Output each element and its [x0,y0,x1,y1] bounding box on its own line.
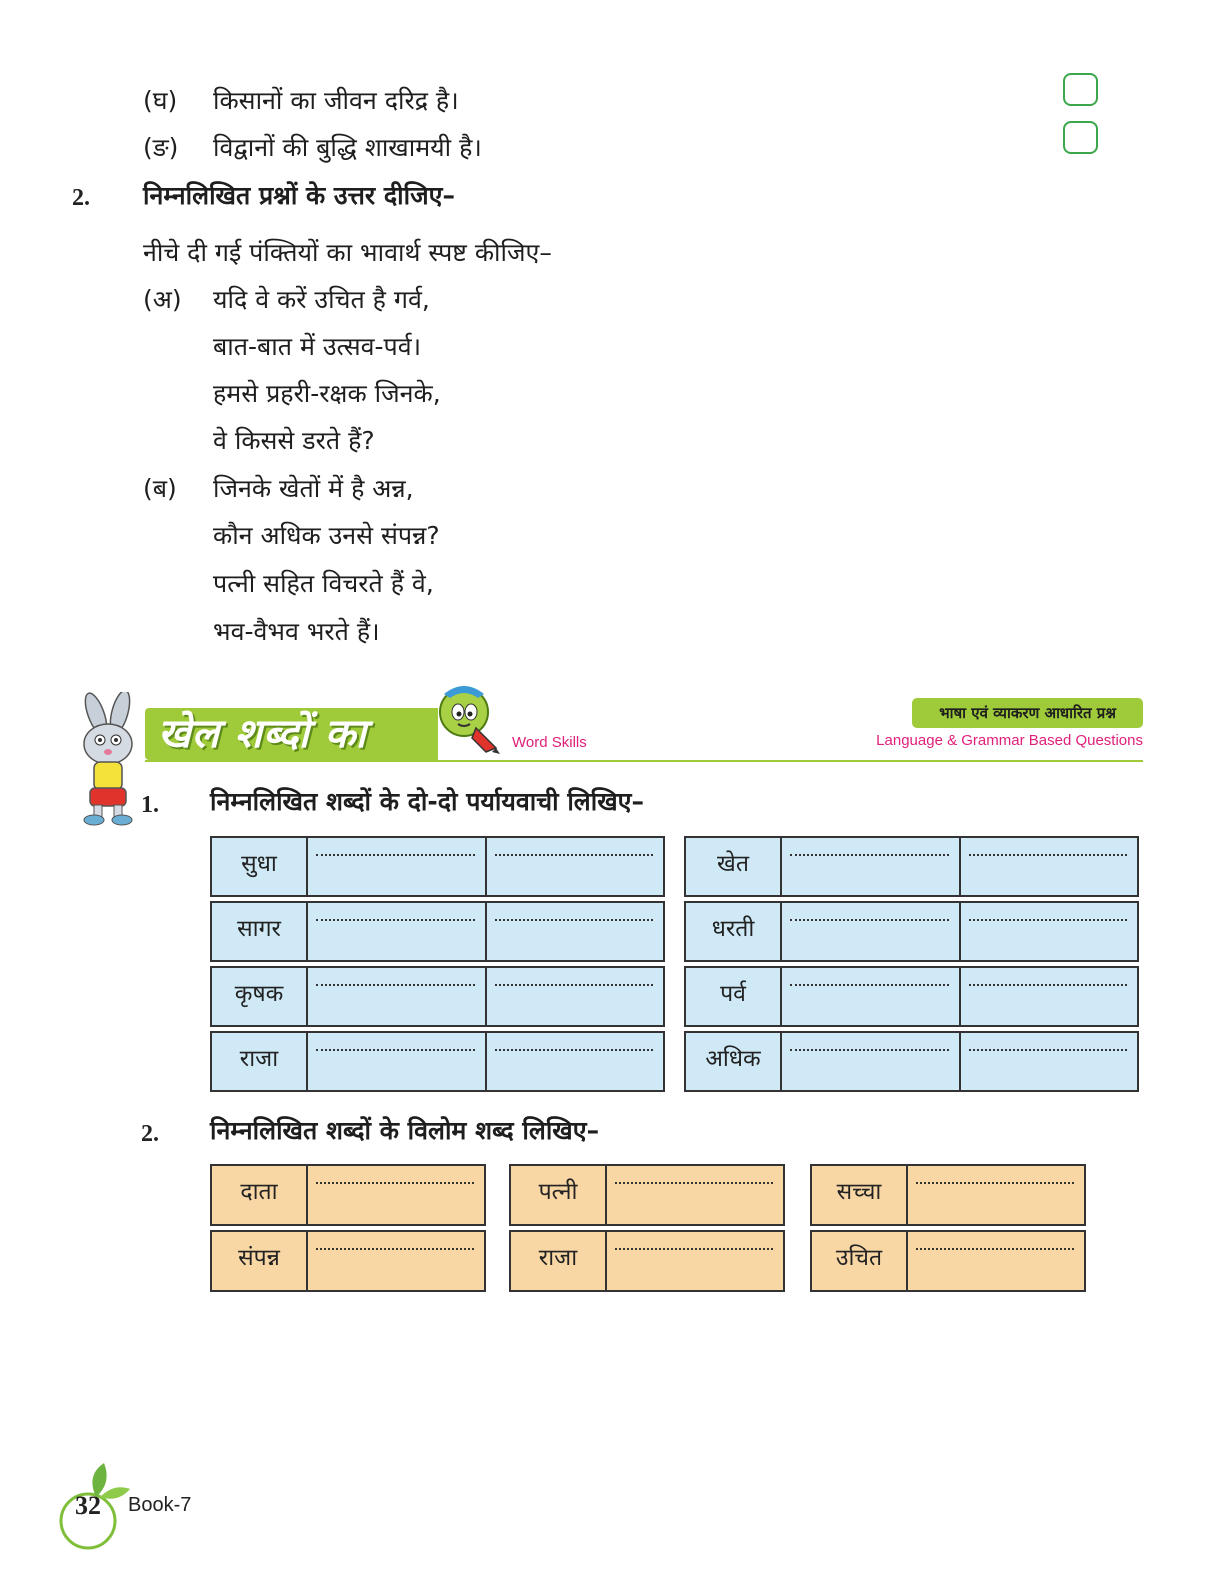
poem-line: हमसे प्रहरी-रक्षक जिनके, [213,379,441,408]
answer-checkbox[interactable] [1063,73,1098,106]
stanza-label: (अ) [143,285,182,314]
question-title: निम्नलिखित शब्दों के दो-दो पर्यायवाची लिखिए– [210,787,644,816]
statement-text: विद्वानों की बुद्धि शाखामयी है। [213,133,482,162]
question-title: निम्नलिखित शब्दों के विलोम शब्द लिखिए– [210,1116,600,1145]
rabbit-mascot-icon [68,692,148,827]
answer-blank[interactable] [607,1166,783,1224]
grammar-badge-english: Language & Grammar Based Questions [876,732,1143,749]
answer-blank[interactable] [961,968,1137,1025]
antonym-row [810,1230,1086,1292]
answer-blank[interactable] [487,1033,663,1090]
pencil-mascot-icon [434,682,506,756]
synonym-row [210,966,665,1027]
poem-line: पत्नी सहित विचरते हैं वे, [213,569,434,598]
antonym-row [509,1164,785,1226]
poem-line: जिनके खेतों में है अन्न, [213,474,414,503]
question-number: 1. [141,792,159,818]
section-banner-title: खेल शब्दों का [158,711,367,757]
antonym-word: राजा [511,1232,607,1290]
synonym-word: अधिक [686,1033,782,1090]
synonym-word: कृषक [212,968,308,1025]
answer-blank[interactable] [782,838,961,895]
antonym-word: पत्नी [511,1166,607,1224]
synonym-word: खेत [686,838,782,895]
synonym-row [684,966,1139,1027]
synonym-word: पर्व [686,968,782,1025]
question-number: 2. [72,185,90,211]
antonym-row [810,1164,1086,1226]
antonym-word: उचित [812,1232,908,1290]
synonym-row [684,1031,1139,1092]
antonym-row [509,1230,785,1292]
grammar-badge: भाषा एवं व्याकरण आधारित प्रश्न [912,698,1143,728]
synonym-word: सागर [212,903,308,960]
answer-blank[interactable] [487,968,663,1025]
answer-blank[interactable] [308,1232,484,1290]
synonym-row [210,901,665,962]
answer-blank[interactable] [961,1033,1137,1090]
poem-line: भव-वैभव भरते हैं। [213,617,380,646]
statement-label: (घ) [143,86,178,115]
answer-blank[interactable] [908,1232,1084,1290]
antonym-row [210,1230,486,1292]
poem-line: वे किससे डरते हैं? [213,426,375,455]
page-number: 32 [75,1491,101,1520]
section-divider [145,760,1143,762]
poem-line: यदि वे करें उचित है गर्व, [213,285,430,314]
synonym-word: राजा [212,1033,308,1090]
statement-text: किसानों का जीवन दरिद्र है। [213,86,459,115]
answer-blank[interactable] [308,968,487,1025]
book-label: Book-7 [128,1494,192,1516]
answer-blank[interactable] [308,838,487,895]
question-instruction: नीचे दी गई पंक्तियों का भावार्थ स्पष्ट कीजिए– [143,238,552,267]
question-number: 2. [141,1121,159,1147]
antonym-word: दाता [212,1166,308,1224]
answer-blank[interactable] [487,903,663,960]
synonym-row [210,1031,665,1092]
answer-blank[interactable] [782,1033,961,1090]
poem-line: कौन अधिक उनसे संपन्न? [213,521,440,550]
antonym-word: सच्चा [812,1166,908,1224]
answer-blank[interactable] [487,838,663,895]
synonym-word: धरती [686,903,782,960]
answer-blank[interactable] [308,903,487,960]
answer-blank[interactable] [782,968,961,1025]
synonym-word: सुधा [212,838,308,895]
stanza-label: (ब) [143,474,177,503]
question-title: निम्नलिखित प्रश्नों के उत्तर दीजिए– [143,181,455,210]
answer-blank[interactable] [607,1232,783,1290]
answer-blank[interactable] [308,1166,484,1224]
answer-blank[interactable] [961,838,1137,895]
antonym-row [210,1164,486,1226]
word-skills-label: Word Skills [512,734,587,751]
answer-blank[interactable] [782,903,961,960]
synonym-row [684,901,1139,962]
synonym-row [210,836,665,897]
answer-blank[interactable] [308,1033,487,1090]
answer-checkbox[interactable] [1063,121,1098,154]
poem-line: बात-बात में उत्सव-पर्व। [213,332,422,361]
answer-blank[interactable] [961,903,1137,960]
answer-blank[interactable] [908,1166,1084,1224]
synonym-row [684,836,1139,897]
statement-label: (ङ) [143,133,179,162]
antonym-word: संपन्न [212,1232,308,1290]
